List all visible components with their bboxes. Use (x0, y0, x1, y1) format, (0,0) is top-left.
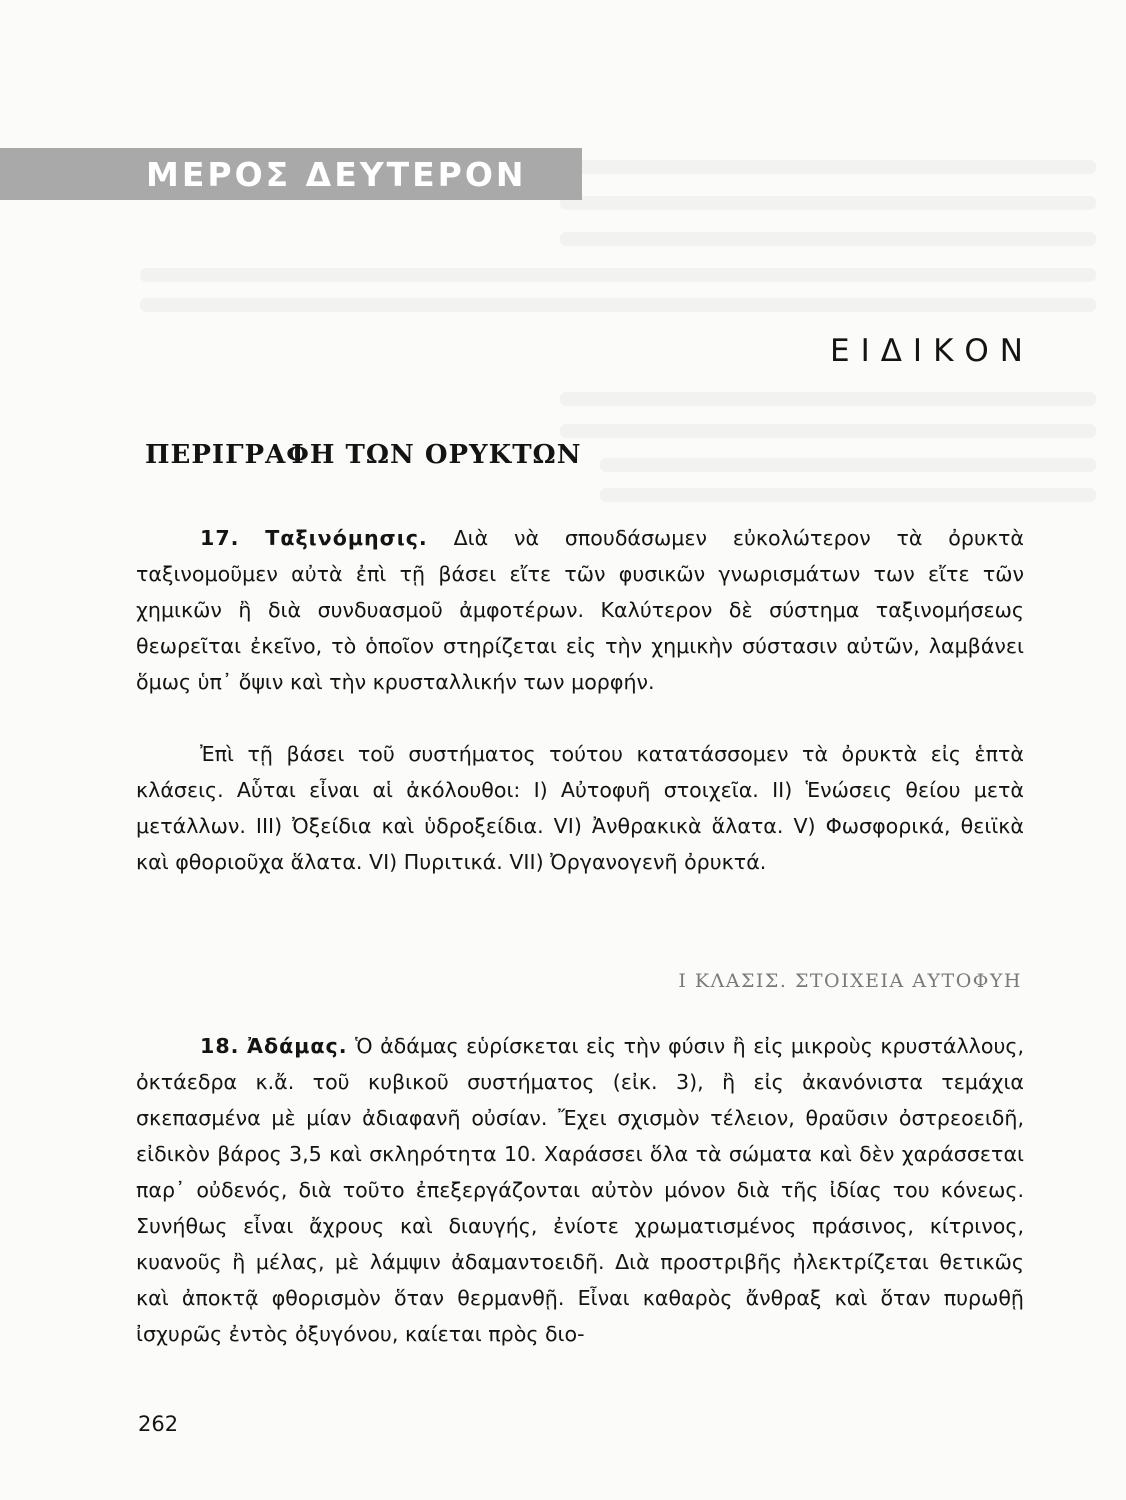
part-banner-title: ΜΕΡΟΣ ΔΕΥΤΕΡΟΝ (146, 155, 527, 194)
paragraph-text: Ἐπὶ τῇ βάσει τοῦ συστήματος τούτου κατατάσσομεν τὰ ὀρυκτὰ εἰς ἑπτὰ κλάσεις. Αὗται εἶναι αἱ ἀκόλουθοι: I) Αὐτοφυῆ στοιχεῖα. II) Ἑνώσεις θείου μετὰ μετάλλων. III) Ὀξείδια καὶ ὑδροξείδια. VI) Ἀνθρακικὰ ἅλατα. V) Φωσφορικά, θειϊκὰ καὶ φθοριοῦχα ἅλατα. VI) Πυριτικά. VII) Ὀργανογενῆ ὀρυκτά. (136, 742, 1024, 874)
special-part-title: ΕΙΔΙΚΟΝ (830, 333, 1034, 369)
paragraph-17 (136, 520, 1024, 700)
section-title: ΠΕΡΙΓΡΑΦΗ ΤΩΝ ΟΡΥΚΤΩΝ (145, 440, 582, 470)
page-number: 262 (138, 1412, 179, 1436)
class-heading: Ι ΚΛΑΣΙΣ. ΣΤΟΙΧΕΙΑ ΑΥΤΟΦΥΗ (678, 970, 1022, 992)
paragraph-number: 18. (200, 1034, 240, 1058)
paragraph-text: Διὰ νὰ σπουδάσωμεν εὐκολώτερον τὰ ὀρυκτὰ ταξινομοῦμεν αὐτὰ ἐπὶ τῇ βάσει εἴτε τῶν φυσικῶν γνωρισμάτων των εἴτε τῶν χημικῶν ἢ διὰ συνδυασμοῦ ἀμφοτέρων. Καλύτερον δὲ σύστημα ταξινομήσεως θεωρεῖται ἐκεῖνο, τὸ ὁποῖον στηρίζεται εἰς τὴν χημικὴν σύστασιν αὐτῶν, λαμβάνει ὅμως ὑπ᾽ ὄψιν καὶ τὴν κρυσταλλικήν των μορφήν. (136, 526, 1024, 694)
paragraph-heading: Ἀδάμας. (247, 1034, 348, 1058)
paragraph-17-continued (136, 736, 1024, 880)
paragraph-text: Ὁ ἀδάμας εὑρίσκεται εἰς τὴν φύσιν ἢ εἰς μικροὺς κρυστάλλους, ὀκτάεδρα κ.ἄ. τοῦ κυβικοῦ συστήματος (εἰκ. 3), ἢ εἰς ἀκανόνιστα τεμάχια σκεπασμένα μὲ μίαν ἀδιαφανῆ οὐσίαν. Ἔχει σχισμὸν τέλειον, θραῦσιν ὀστρεοειδῆ, εἰδικὸν βάρος 3,5 καὶ σκληρότητα 10. Χαράσσει ὅλα τὰ σώματα καὶ δὲν χαράσσεται παρ᾽ οὐδενός, διὰ τοῦτο ἐπεξεργάζονται αὐτὸν μόνον διὰ τῆς ἰδίας του κόνεως. Συνήθως εἶναι ἄχρους καὶ διαυγής, ἐνίοτε χρωματισμένος πράσινος, κίτρινος, κυανοῦς ἢ μέλας, μὲ λάμψιν ἀδαμαντοειδῆ. Διὰ προστριβῆς ἠλεκτρίζεται θετικῶς καὶ ἀποκτᾷ φθορισμὸν ὅταν θερμανθῇ. Εἶναι καθαρὸς ἄνθραξ καὶ ὅταν πυρωθῇ ἰσχυρῶς ἐντὸς ὀξυγόνου, καίεται πρὸς διο- (136, 1034, 1024, 1346)
paragraph-heading: Ταξινόμησις. (265, 526, 428, 550)
paragraph-number: 17. (200, 526, 240, 550)
paragraph-18 (136, 1028, 1024, 1352)
